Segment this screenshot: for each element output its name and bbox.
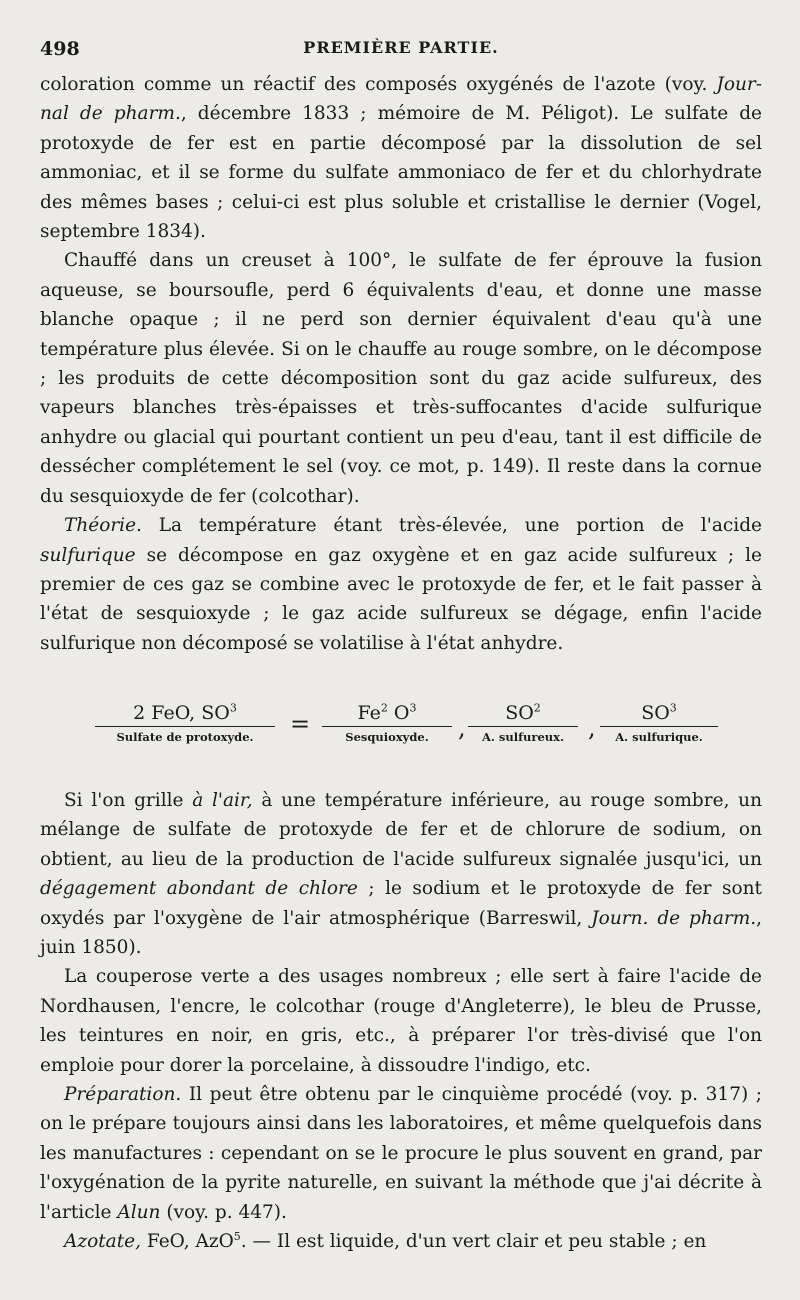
- equation-term-sulfuric: $SO^3$ A. sulfurique.: [600, 700, 718, 745]
- paragraph-continuation: coloration comme un réactif des composés oxygénés de l'azote (voy. Jour- nal de pharm., décembre 1833 ; mémoire de M. Péligot). Le sulfate de protoxyde de fer est en partie décomposé par la dissolution de sel ammoniac, et il se forme du sulfate ammoniaco de fer et du chlorhydrate des mêmes bases ; celui-ci est plus soluble et cristallise le dernier (Vogel, septembre 1834).: [40, 74, 762, 243]
- body-text-lower: [40, 786, 762, 1257]
- equation-term-sulfate: 2 FeO, $SO^3$ Sulfate de protoxyde.: [95, 700, 275, 745]
- paragraph-heating: Chauffé dans un creuset à 100°, le sulfate de fer éprouve la fusion aqueuse, se boursoufle, perd 6 équivalents d'eau, et donne une masse blanche opaque ; il ne perd son dernier équivalent d'eau qu'à une température plus élevée. Si on le chauffe au rouge sombre, on le décompose ; les produits de cette décomposition sont du gaz acide sulfureux, des vapeurs blanches très-épaisses et très-suffocantes d'acide sulfurique anhydre ou glacial qui pourtant contient un peu d'eau, tant il est difficile de dessécher complétement le sel (voy. ce mot, p. 149). Il reste dans la cornue du sesquioxyde de fer (colcothar).: [40, 250, 762, 507]
- equation-term-sesquioxide: Fe$^2$ $O^3$ Sesquioxyde.: [322, 700, 452, 745]
- comma-separator: ,: [588, 714, 596, 742]
- page-number: 498: [40, 38, 80, 60]
- equals-sign: =: [290, 710, 311, 738]
- paragraph-uses: La couperose verte a des usages nombreux ; elle sert à faire l'acide de Nordhausen, l'encre, le colcothar (rouge d'Angleterre), le bleu de Prusse, les teintures en noir, en gris, etc., à préparer l'or très-divisé que l'on emploie pour dorer la porcelaine, à dissoudre l'indigo, etc.: [40, 966, 762, 1076]
- paragraph-roasting: Si l'on grille à l'air, à une température inférieure, au rouge sombre, un mélange de sulfate de protoxyde de fer et de chlorure de sodium, on obtient, au lieu de la production de l'acide sulfureux signalée jusqu'ici, un dégagement abondant de chlore ; le sodium et le protoxyde de fer sont oxydés par l'oxygène de l'air atmosphérique (Barreswil, Journ. de pharm., juin 1850).: [40, 790, 763, 959]
- running-title: PREMIÈRE PARTIE.: [303, 38, 499, 57]
- paragraph-azotate: Azotate, FeO, AzO$^5$. — Il est liquide, d'un vert clair et peu stable ; en: [64, 1229, 707, 1253]
- page-header: [40, 38, 762, 68]
- comma-separator: ,: [458, 714, 466, 742]
- chemical-equation: [40, 700, 762, 760]
- theory-lead: Théorie.: [64, 515, 142, 537]
- paragraph-theory: Théorie. La température étant très-élevée, une portion de l'acide sulfurique se décompose en gaz oxygène et en gaz acide sulfureux ; le premier de ces gaz se combine avec le protoxyde de fer, et le fait passer à l'état de sesquioxyde ; le gaz acide sulfureux se dégage, enfin l'acide sulfurique non décomposé se volatilise à l'état anhydre.: [40, 515, 762, 654]
- body-text: [40, 70, 762, 658]
- equation-term-sulfurous: $SO^2$ A. sulfureux.: [468, 700, 578, 745]
- paragraph-preparation: Préparation. Il peut être obtenu par le cinquième procédé (voy. p. 317) ; on le prépare toujours ainsi dans les laboratoires, et même quelquefois dans les manufactures : cependant on se le procure le plus souvent en grand, par l'oxygénation de la pyrite naturelle, en suivant la méthode que j'ai décrite à l'article Alun (voy. p. 447).: [40, 1084, 762, 1223]
